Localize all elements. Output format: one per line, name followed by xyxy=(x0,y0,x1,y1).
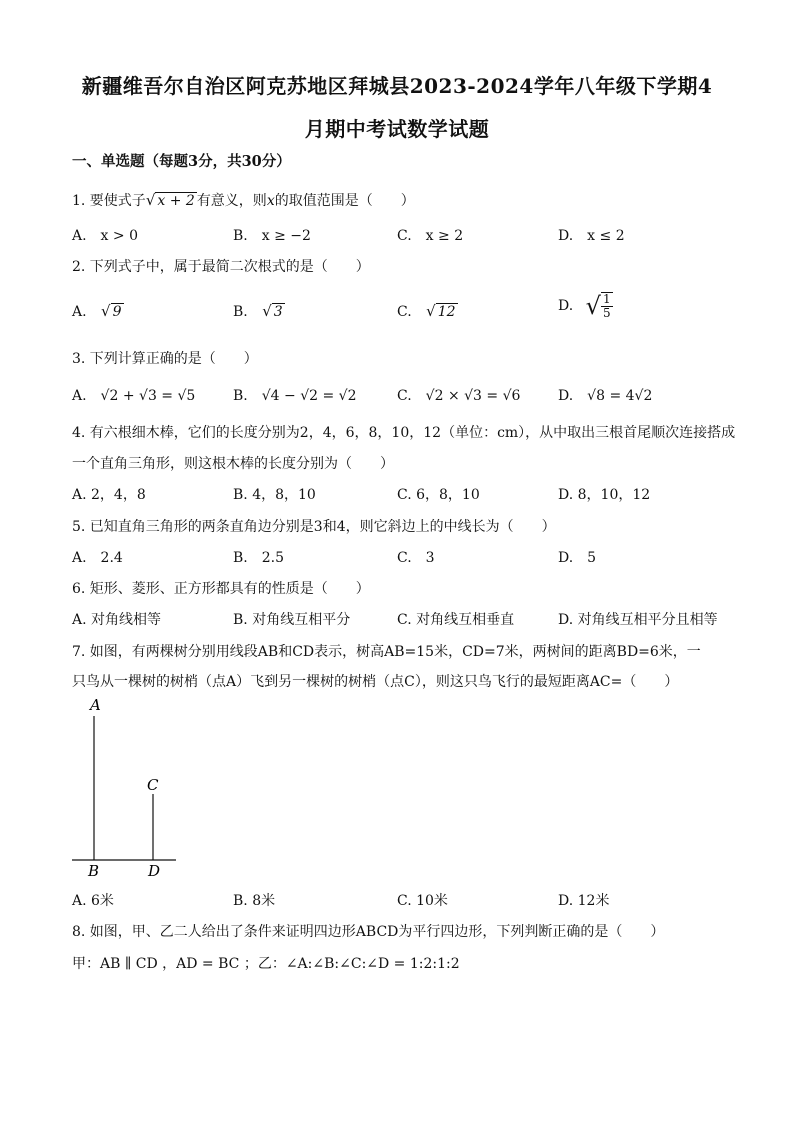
q2-sqrt-c: √ 12 xyxy=(426,302,456,320)
q6-option-a[interactable]: A. 对角线相等 xyxy=(72,612,162,628)
q2-label-d: D. xyxy=(558,298,574,315)
q2-radicand-a: 9 xyxy=(112,304,122,320)
q4-option-b[interactable]: B. 4，8，10 xyxy=(233,487,316,503)
q3-option-a[interactable]: A. √2 + √3 = √5 xyxy=(72,388,196,404)
q5-option-b[interactable]: B. 2.5 xyxy=(233,550,285,566)
point-d-label: D xyxy=(148,862,161,880)
q7-option-c[interactable]: C. 10米 xyxy=(397,893,448,909)
question-6-stem: 6. 矩形、菱形、正方形都具有的性质是（ ） xyxy=(72,581,370,597)
q1-variable: x xyxy=(266,193,275,209)
exam-title-line2: 月期中考试数学试题 xyxy=(304,117,490,141)
q2-option-d[interactable] xyxy=(558,292,613,320)
q2-sqrt-b: √ 3 xyxy=(262,302,283,320)
q1-middle: 有意义，则 xyxy=(196,193,267,209)
q1-radicand: x + 2 xyxy=(157,193,195,209)
q2-option-c[interactable] xyxy=(397,302,458,320)
question-7-line1: 7. 如图，有两棵树分别用线段AB和CD表示，树高AB=15米，CD=7米，两树间的距离BD=6米，一 xyxy=(72,644,701,660)
question-2-stem: 2. 下列式子中，属于最简二次根式的是（ ） xyxy=(72,259,370,275)
q5-option-a[interactable]: A. 2.4 xyxy=(72,550,123,566)
q1-option-c[interactable]: C. x ≥ 2 xyxy=(397,228,464,244)
q7-option-d[interactable]: D. 12米 xyxy=(558,893,610,909)
q1-prefix: 1. 要使式子 xyxy=(72,193,146,209)
point-a-label: A xyxy=(90,696,101,714)
q1-option-a[interactable]: A. x > 0 xyxy=(72,228,138,244)
q2-frac-denominator: 5 xyxy=(602,306,611,321)
q3-option-d[interactable]: D. √8 = 4√2 xyxy=(558,388,653,404)
q2-label-c: C. xyxy=(397,304,412,320)
q4-option-a[interactable]: A. 2，4，8 xyxy=(72,487,146,503)
question-3-stem: 3. 下列计算正确的是（ ） xyxy=(72,351,258,367)
q2-fraction xyxy=(601,292,613,320)
q1-sqrt-expression: √ x + 2 xyxy=(145,191,195,209)
q7-trees-figure xyxy=(66,694,186,884)
q2-label-b: B. xyxy=(233,304,248,320)
exam-title-line1: 新疆维吾尔自治区阿克苏地区拜城县2023-2024学年八年级下学期4 xyxy=(81,74,713,98)
q1-option-d[interactable]: D. x ≤ 2 xyxy=(558,228,625,244)
question-1-stem xyxy=(72,190,415,210)
question-8-line2: 甲：AB ∥ CD ，AD = BC ；乙：∠A:∠B:∠C:∠D = 1:2:1:2 xyxy=(72,956,460,972)
section-heading: 一、单选题（每题3分，共30分） xyxy=(72,153,291,170)
q5-option-c[interactable]: C. 3 xyxy=(397,550,435,566)
question-4-line2: 一个直角三角形，则这根木棒的长度分别为（ ） xyxy=(72,456,394,472)
q6-option-c[interactable]: C. 对角线互相垂直 xyxy=(397,612,515,628)
q1-option-b[interactable]: B. x ≥ −2 xyxy=(233,228,311,244)
q6-option-d[interactable]: D. 对角线互相平分且相等 xyxy=(558,612,718,628)
q5-option-d[interactable]: D. 5 xyxy=(558,550,597,566)
q1-suffix: 的取值范围是（ ） xyxy=(274,193,415,209)
q2-frac-numerator: 1 xyxy=(602,292,611,306)
q2-radicand-b: 3 xyxy=(273,304,283,320)
q2-sqrt-d: √ $\frac{1}{5}$ xyxy=(585,292,611,321)
q2-label-a: A. xyxy=(72,304,87,320)
question-5-stem: 5. 已知直角三角形的两条直角边分别是3和4，则它斜边上的中线长为（ ） xyxy=(72,519,556,535)
question-8-line1: 8. 如图，甲、乙二人给出了条件来证明四边形ABCD为平行四边形，下列判断正确的是（ ） xyxy=(72,924,665,940)
question-7-line2: 只鸟从一棵树的树梢（点A）飞到另一棵树的树梢（点C），则这只鸟飞行的最短距离AC=（ ） xyxy=(72,674,679,690)
q3-option-c[interactable]: C. √2 × √3 = √6 xyxy=(397,388,521,404)
q6-option-b[interactable]: B. 对角线互相平分 xyxy=(233,612,351,628)
q3-option-b[interactable]: B. √4 − √2 = √2 xyxy=(233,388,357,404)
q4-option-c[interactable]: C. 6，8，10 xyxy=(397,487,480,503)
point-c-label: C xyxy=(147,776,159,794)
q2-option-a[interactable] xyxy=(72,302,124,320)
point-b-label: B xyxy=(88,862,100,880)
q2-sqrt-a: √ 9 xyxy=(101,302,122,320)
q7-option-a[interactable]: A. 6米 xyxy=(72,893,114,909)
q2-radicand-c: 12 xyxy=(437,304,456,320)
question-4-line1: 4. 有六根细木棒，它们的长度分别为2，4，6，8，10，12（单位：cm），从中取出三根首尾顺次连接搭成 xyxy=(72,425,736,441)
q7-option-b[interactable]: B. 8米 xyxy=(233,893,276,909)
q2-option-b[interactable] xyxy=(233,302,285,320)
q4-option-d[interactable]: D. 8，10，12 xyxy=(558,487,651,503)
